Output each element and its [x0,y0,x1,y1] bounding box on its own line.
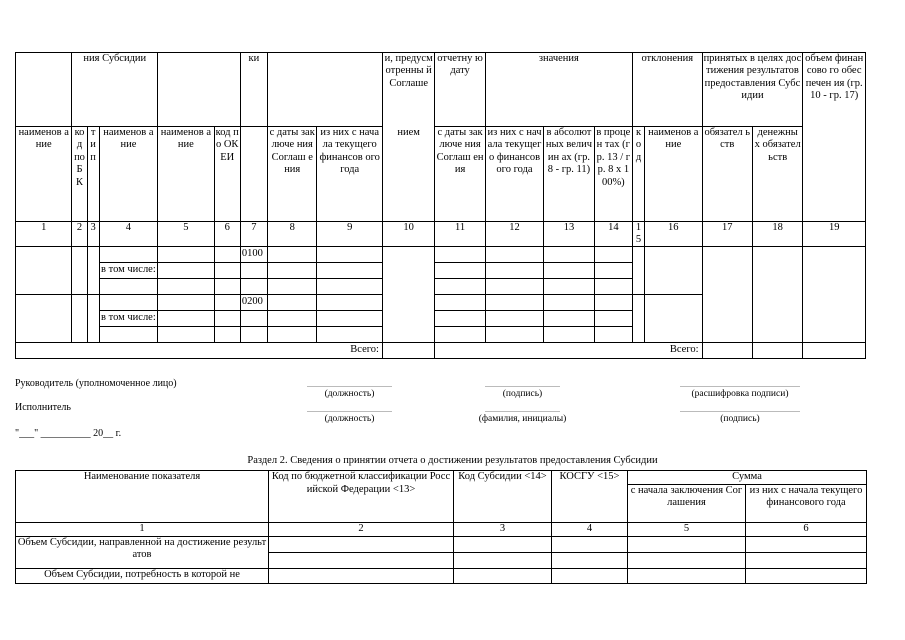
table-cell [544,327,594,343]
column-number: 2 [269,523,454,537]
table-cell [702,247,752,343]
table-cell [214,247,240,263]
column-number: 19 [803,222,866,247]
table-cell [435,295,485,311]
table-cell [269,552,454,568]
header-cell [240,127,267,222]
in-tom-chisle-label: в том числе: [99,311,158,327]
table-cell [746,552,867,568]
table-cell [803,343,866,359]
header-cell: и, предусм отренны й Соглаше [382,53,434,127]
table-cell [317,279,383,295]
column-number: 10 [382,222,434,247]
table-cell [158,295,214,311]
row-code: 0100 [240,247,267,263]
table-cell [214,295,240,311]
header-cell: ко д [632,127,644,222]
table-cell [752,343,802,359]
table-cell [544,279,594,295]
table-cell [485,295,543,311]
header-cell: из них с начала текущего финансов ого года [485,127,543,222]
table-cell [435,327,485,343]
header-cell: из них с начала текущего финансового года [746,484,867,522]
table-cell [594,311,632,327]
table-cell [485,247,543,263]
header-cell: из них с начала текущего финансов ого года [317,127,383,222]
table-cell [552,568,628,583]
executor-label: Исполнитель [15,402,71,413]
row-label: Объем Субсидии, потребность в которой не [16,568,269,583]
table-cell [214,279,240,295]
table-cell [87,295,99,343]
table-cell [317,311,383,327]
table-cell [158,311,214,327]
signature-line [680,411,800,412]
table-cell [544,295,594,311]
table-cell [435,247,485,263]
table-cell [317,327,383,343]
header-cell: денежны х обязател ьств [752,127,802,222]
caption-signature: (подпись) [720,414,760,424]
report-table [15,52,866,359]
header-cell: ки [240,53,267,127]
column-number: 2 [72,222,87,247]
table-cell [485,279,543,295]
column-number: 13 [544,222,594,247]
header-cell: принятых в целях достижения результатов предоставления Субсидии [702,53,803,127]
column-number: 9 [317,222,383,247]
table-cell [594,327,632,343]
table-cell [268,279,317,295]
table-cell [645,295,702,343]
table-cell [746,568,867,583]
column-number: 4 [99,222,158,247]
header-cell: КОСГУ <15> [552,471,628,523]
table-cell [240,311,267,327]
header-cell: отклонения [632,53,702,127]
column-number: 16 [645,222,702,247]
header-cell: с даты заключе ния Соглаш ения [435,127,485,222]
table-cell [752,247,802,343]
header-cell: код по ОК ЕИ [214,127,240,222]
table-cell [240,279,267,295]
table-cell [268,263,317,279]
table-cell [628,536,746,552]
column-number: 12 [485,222,543,247]
table-cell [746,536,867,552]
header-cell [16,53,72,127]
table-cell [632,247,644,295]
table-cell [594,295,632,311]
table-cell [268,311,317,327]
table-cell [268,295,317,311]
signature-line [307,386,392,387]
table-cell [485,263,543,279]
table-cell [99,247,158,263]
table-cell [99,279,158,295]
header-cell: наименов ание [99,127,158,222]
table-cell [240,263,267,279]
table-cell [454,568,552,583]
table-cell [240,327,267,343]
header-cell: ния Субсидии [72,53,158,127]
table-cell [72,247,87,295]
table-cell [382,343,434,359]
total-label: Всего: [16,343,383,359]
table-cell [269,536,454,552]
table-cell [158,263,214,279]
table-cell [552,552,628,568]
header-cell: отчетну ю дату [435,53,485,127]
header-cell: наименов ание [16,127,72,222]
table-cell [803,247,866,343]
column-number: 4 [552,523,628,537]
column-number: 6 [214,222,240,247]
table-cell [382,247,434,343]
table-cell [99,295,158,311]
signature-line [485,386,560,387]
table-cell [158,327,214,343]
row-label: Объем Субсидии, направленной на достижение результатов [16,536,269,568]
table-cell [16,247,72,295]
table-cell [485,327,543,343]
column-number: 11 [435,222,485,247]
header-cell: нием [382,127,434,222]
caption-position: (должность) [324,389,375,399]
column-number: 1 [16,523,269,537]
date-line: "___" __________ 20__ г. [15,428,122,439]
signature-block [15,376,885,446]
section-2-table [15,470,867,584]
section-2-title: Раздел 2. Сведения о принятии отчета о достижении результатов предоставления Субсидии [247,455,658,466]
caption-fio: (фамилия, инициалы) [478,414,567,424]
column-number: 5 [158,222,214,247]
column-number: 18 [752,222,802,247]
table-cell [552,536,628,552]
table-cell [317,263,383,279]
column-number: 17 [702,222,752,247]
header-cell: Код Субсидии <14> [454,471,552,523]
table-cell [594,263,632,279]
total-label: Всего: [435,343,702,359]
header-cell: объем финансово го обеспечен ия (гр. 10 - гр. 17) [803,53,866,222]
signature-line [307,411,392,412]
header-cell: обязател ьств [702,127,752,222]
caption-signature: (подпись) [502,389,543,399]
header-cell: ко д по Б К [72,127,87,222]
table-cell [485,311,543,327]
signature-line [485,411,560,412]
caption-decipher: (расшифровка подписи) [691,389,789,399]
table-cell [645,247,702,295]
column-number: 8 [268,222,317,247]
table-cell [544,247,594,263]
table-cell [99,327,158,343]
column-number: 6 [746,523,867,537]
header-cell: наименов ание [158,127,214,222]
table-cell [702,343,752,359]
table-cell [628,568,746,583]
table-cell [435,279,485,295]
header-cell: с начала заключения Соглашения [628,484,746,522]
in-tom-chisle-label: в том числе: [99,263,158,279]
table-cell [16,295,72,343]
table-cell [268,327,317,343]
table-cell [268,247,317,263]
table-cell [544,311,594,327]
header-cell [268,53,383,127]
table-cell [158,279,214,295]
head-label: Руководитель (уполномоченное лицо) [15,378,177,389]
header-cell: в процен тах (гр. 13 / гр. 8 х 100%) [594,127,632,222]
table-cell [628,552,746,568]
table-cell [435,311,485,327]
signature-line [680,386,800,387]
column-number: 15 [632,222,644,247]
table-cell [269,568,454,583]
header-cell [158,53,241,127]
header-cell: Код по бюджетной классификации Российской Федерации <13> [269,471,454,523]
column-number: 5 [628,523,746,537]
table-cell [87,247,99,295]
column-number: 3 [87,222,99,247]
header-cell: наименов ание [645,127,702,222]
table-cell [435,263,485,279]
column-number: 3 [454,523,552,537]
column-number: 7 [240,222,267,247]
header-cell: Наименование показателя [16,471,269,523]
header-cell: в абсолют ных величин ах (гр. 8 - гр. 11) [544,127,594,222]
table-cell [594,279,632,295]
column-number: 1 [16,222,72,247]
table-cell [454,552,552,568]
table-cell [317,247,383,263]
header-cell: ти п [87,127,99,222]
table-cell [632,295,644,343]
table-cell [158,247,214,263]
table-cell [544,263,594,279]
table-cell [594,247,632,263]
table-cell [214,327,240,343]
column-number: 14 [594,222,632,247]
table-cell [72,295,87,343]
header-cell: значения [485,53,632,127]
table-cell [317,295,383,311]
row-code: 0200 [240,295,267,311]
caption-position: (должность) [324,414,375,424]
header-cell: с даты заключе ния Соглаш ения [268,127,317,222]
table-cell [454,536,552,552]
header-cell: Сумма [628,471,867,485]
table-cell [214,311,240,327]
table-cell [214,263,240,279]
